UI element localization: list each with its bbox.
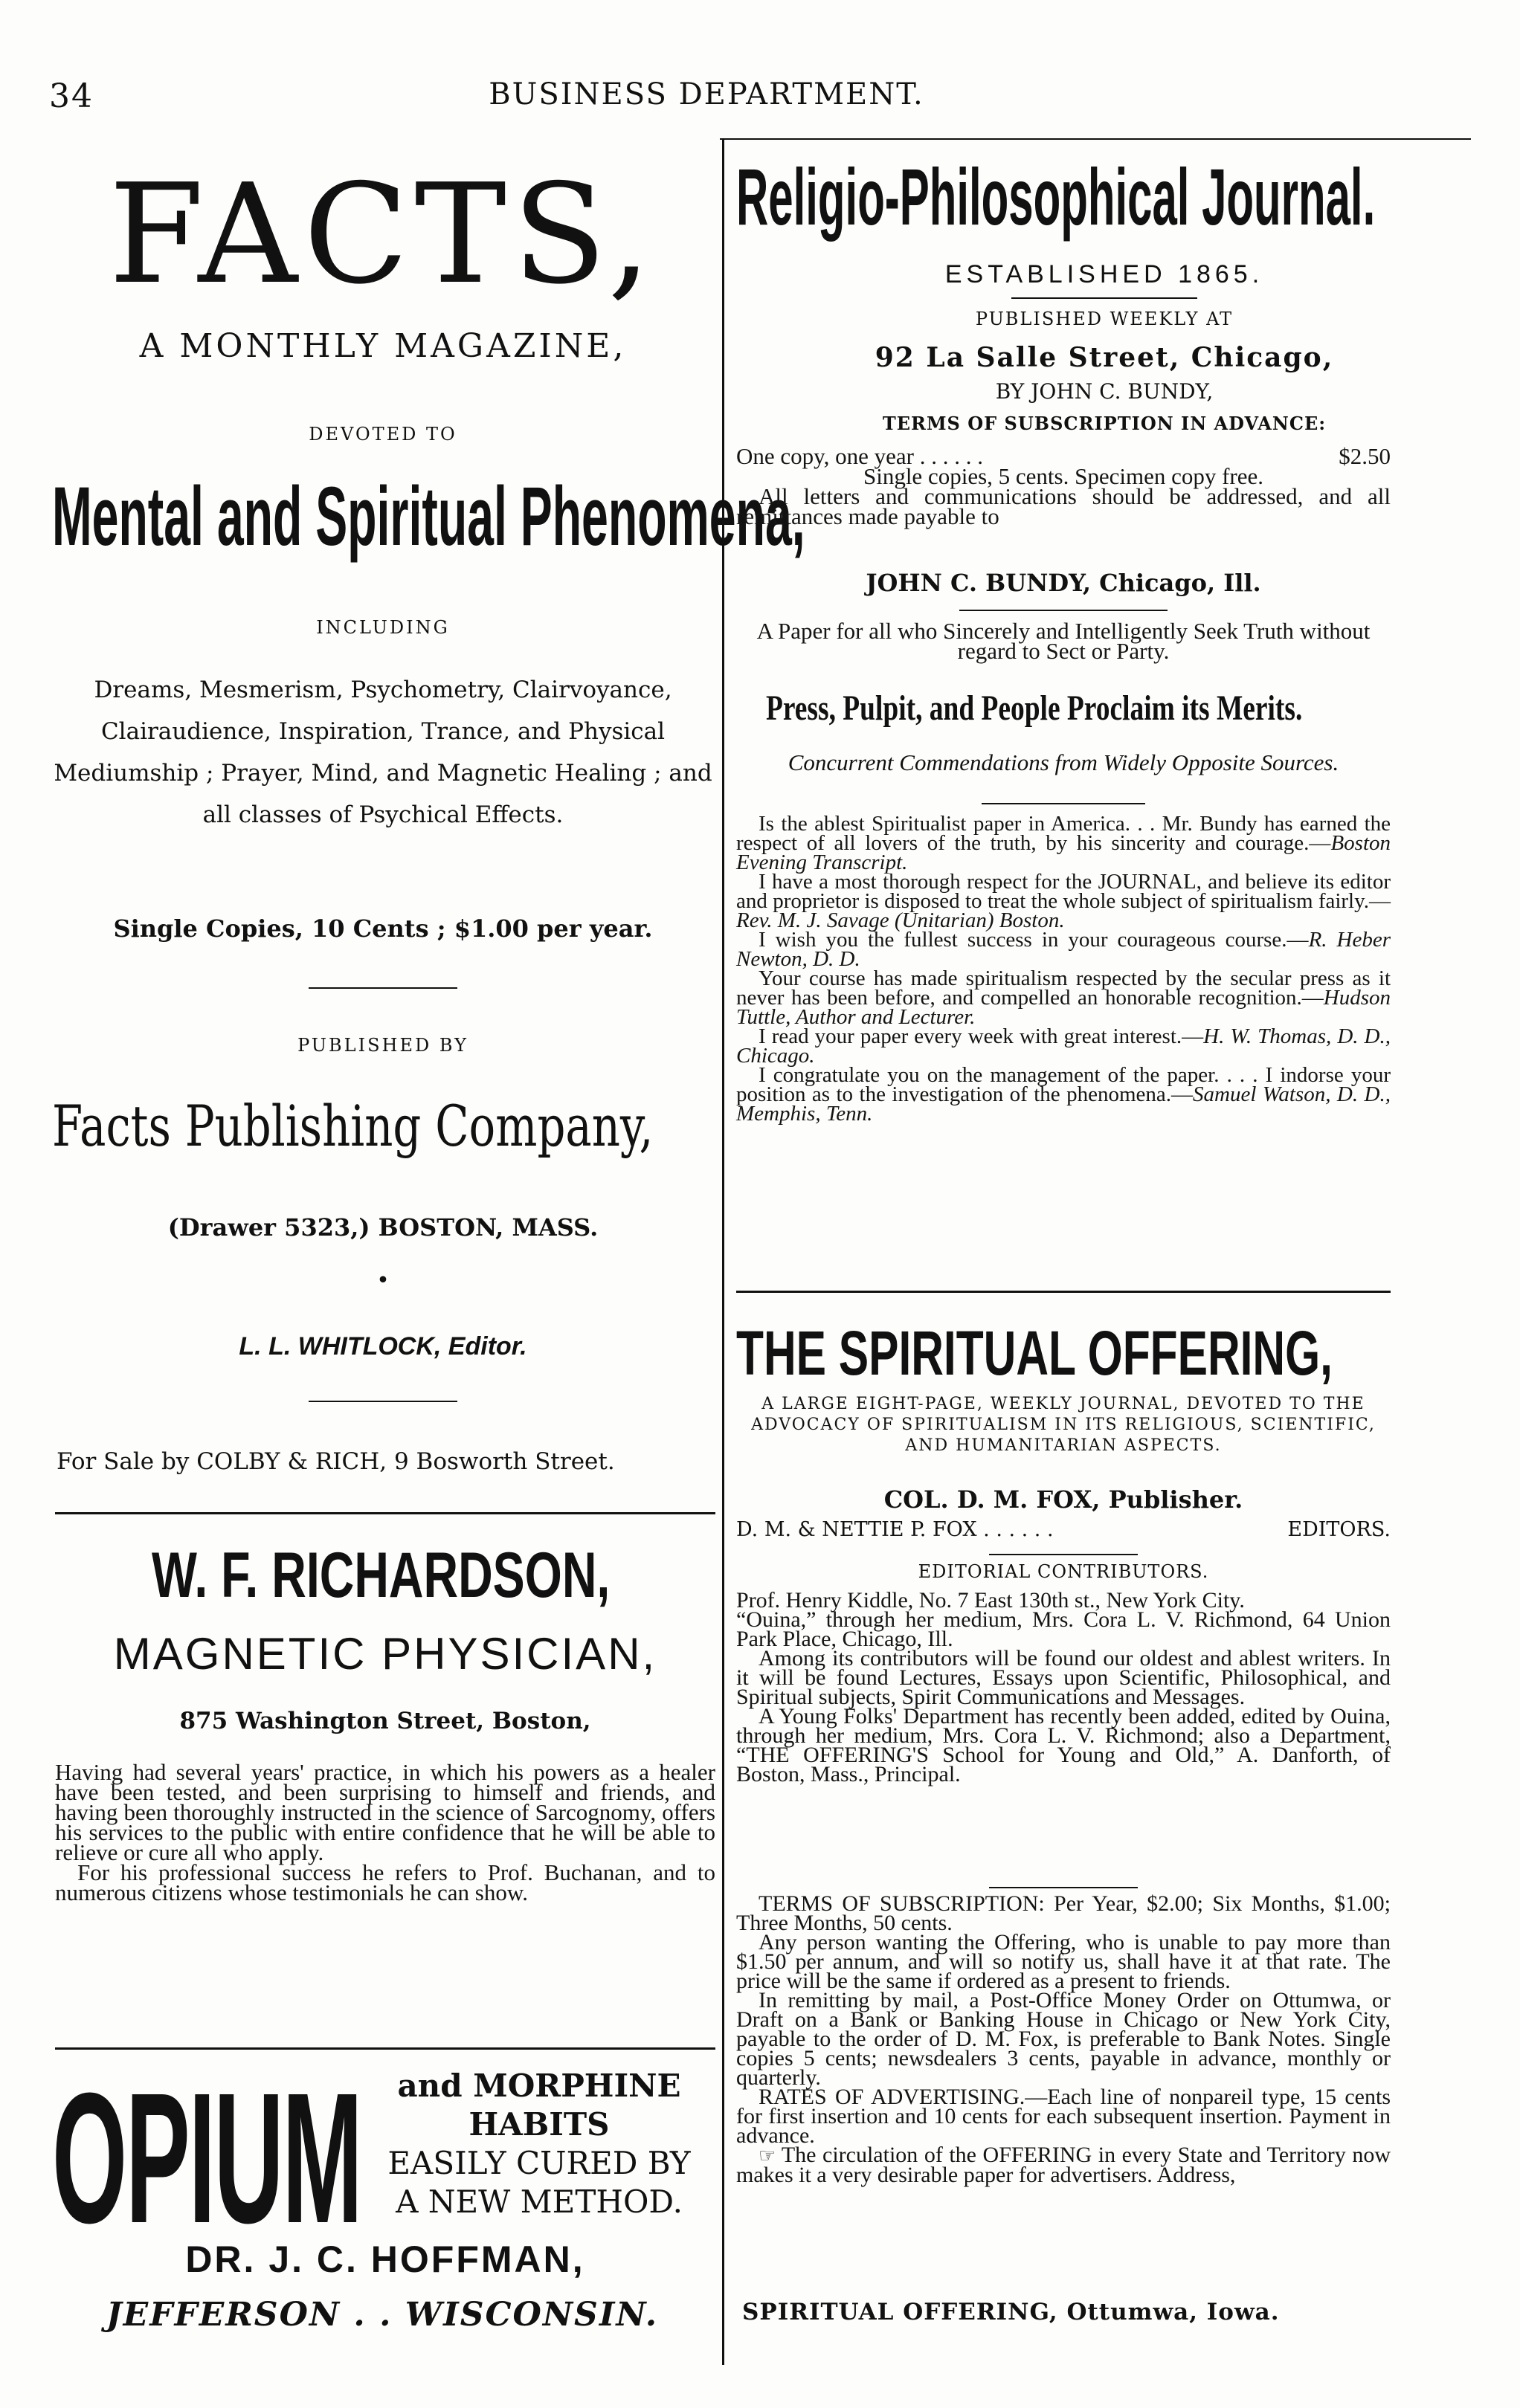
offering-publisher: COL. D. M. FOX, Publisher. [883,1485,1243,1514]
journal-terms [736,443,1391,529]
offering-circulation: The circulation of the OFFERING in every State and Territory now makes it a very desirable paper for advertisers. Address, [736,2143,1391,2187]
richardson-name: W. F. RICHARDSON, [152,1540,611,1611]
opium-line-3: EASILY CURED BY [387,2145,691,2181]
offering-contrib-4: A Young Folks' Department has recently been added, edited by Ouina, through her medium, Mrs. Cora L. V. Richmond; also a Department, “THE OFFERING'S School for Young and Old,” A. Danforth, of Boston, Mass., Principal. [736,1704,1391,1786]
facts-topic-wrap [52,468,805,580]
offering-terms-block [736,1891,1391,2187]
quote-1-source: Boston Evening Transcript. [736,831,1391,874]
journal-paper-for: A Paper for all who Sincerely and Intelligently Seek Truth without regard to Sect or Party. [756,618,1371,664]
facts-publisher-wrap [52,1093,714,1175]
opium-doctor: DR. J. C. HOFFMAN, [185,2238,585,2280]
journal-quote-4 [736,966,1391,1029]
offering-rates: RATES OF ADVERTISING.—Each line of nonpareil type, 15 cents for first insertion and 10 cents for each subsequent insertion. Payment in advance. [736,2085,1391,2148]
journal-title: Religio-Philosophical Journal. [736,152,1376,242]
quote-4-source: Hudson Tuttle, Author and Lecturer. [736,986,1391,1029]
journal-by: BY JOHN C. BUNDY, [995,379,1214,404]
quote-5-source: H. W. Thomas, D. D., Chicago. [736,1024,1391,1068]
facts-title: FACTS, [109,154,657,314]
offering-ad [736,1301,1391,2357]
facts-dot: • [376,1268,390,1294]
facts-topic: Mental and Spiritual Phenomena, [52,470,805,563]
opium-location: JEFFERSON . . WISCONSIN. [106,2296,659,2334]
offering-contributors-heading: EDITORIAL CONTRIBUTORS. [918,1561,1209,1582]
header-rule [720,138,1471,140]
journal-proclaim: Press, Pulpit, and People Proclaim its Merits. [766,688,1303,728]
quote-2-text: I have a most thorough respect for the JOURNAL, and believe its editor and proprietor is disposed to treat the whole subject of spiritualism fairly.— [736,870,1391,913]
quote-3-text: I wish you the fullest success in your courageous course.— [759,928,1309,952]
journal-ad [736,149,1472,1264]
offering-title-wrap [736,1316,1391,1390]
journal-rule-1 [1011,297,1197,299]
journal-terms-heading: TERMS OF SUBSCRIPTION IN ADVANCE: [882,413,1327,434]
richardson-ad [55,1524,715,2044]
offering-terms: TERMS OF SUBSCRIPTION: Per Year, $2.00; Six Months, $1.00; Three Months, 50 cents. [736,1891,1391,1935]
opium-line-1: and MORPHINE [397,2068,681,2104]
offering-editors-label: EDITORS. [1287,1518,1391,1541]
pointing-hand-icon: ☞ [759,2145,782,2166]
facts-subtitle: A MONTHLY MAGAZINE, [139,327,627,365]
page-title: BUSINESS DEPARTMENT. [489,77,924,112]
journal-rule-2 [959,610,1168,611]
richardson-para-2: For his professional success he refers to Prof. Buchanan, and to numerous citizens whose testimonials he can show. [55,1859,715,1905]
quote-6-text: I congratulate you on the management of the paper. . . . I indorse your position as to the investigation of the phenomena.— [736,1063,1391,1106]
journal-one-copy-price: $2.50 [1339,443,1391,469]
journal-rule-3 [982,803,1145,804]
facts-ad [52,149,805,1509]
offering-contrib-1: Prof. Henry Kiddle, No. 7 East 130th st., New York City. [736,1588,1245,1613]
facts-rule-2 [309,1401,457,1402]
opium-word-wrap [52,2054,367,2262]
opium-text [363,2067,715,2221]
offering-contrib-3: Among its contributors will be found our oldest and ablest writers. In it will be found Lectures, Essays upon Scientific, Philosophical, and Spiritual subjects, Spirit Communications and Messages. [736,1646,1391,1709]
journal-one-copy-label: One copy, one year . . . . . . [736,443,983,469]
journal-proclaim-wrap [736,688,1391,740]
richardson-address: 875 Washington Street, Boston, [179,1708,591,1734]
devoted-to: DEVOTED TO [309,424,457,445]
page-number: 34 [49,77,94,115]
facts-rule-1 [309,987,457,989]
journal-letters: All letters and communications should be addressed, and all remittances made payable to [736,483,1391,529]
journal-quote-5 [736,1024,1391,1068]
journal-quote-1 [736,814,1391,872]
richardson-body [55,1759,715,1905]
offering-rule-1 [989,1554,1138,1555]
journal-quote-2 [736,872,1391,930]
offering-editors-names: D. M. & NETTIE P. FOX . . . . . . [736,1518,1054,1541]
journal-quote-6 [736,1063,1391,1126]
journal-single-copies: Single copies, 5 cents. Specimen copy free. [863,463,1264,489]
journal-commendations: Concurrent Commendations from Widely Opposite Sources. [788,749,1339,775]
quote-3-source: R. Heber Newton, D. D. [736,928,1391,971]
offering-description: A LARGE EIGHT-PAGE, WEEKLY JOURNAL, DEVOTED TO THE ADVOCACY OF SPIRITUALISM IN ITS RELIGIOUS, SCIENTIFIC, AND HUMANITARIAN ASPECTS. [751,1395,1376,1455]
opium-ad [52,2054,715,2386]
opium-line-2: HABITS [468,2106,610,2143]
right-rule-1 [736,1291,1391,1293]
published-by-label: PUBLISHED BY [297,1035,468,1056]
offering-circulation-row [736,2143,1391,2187]
left-rule-2 [55,2047,715,2050]
quote-1-text: Is the ablest Spiritualist paper in America. . . Mr. Bundy has earned the respect of all lovers of the truth, by his sincerity and courage.— [736,812,1391,855]
offering-editors-row [736,1518,1391,1541]
journal-address: 92 La Salle Street, Chicago, [875,342,1334,373]
quote-5-text: I read your paper every week with great interest.— [759,1024,1204,1048]
journal-quotes [736,812,1391,1126]
opium-big-word: OPIUM [52,2054,361,2262]
quote-4-text: Your course has made spiritualism respected by the secular press as it never has been before, and compelled an honorable recognition.— [736,966,1391,1010]
journal-established: ESTABLISHED 1865. [944,260,1264,288]
offering-contrib-2: “Ouina,” through her medium, Mrs. Cora L. V. Richmond, 64 Union Park Place, Chicago, Ill. [736,1607,1391,1651]
richardson-title: MAGNETIC PHYSICIAN, [113,1629,657,1679]
facts-address: (Drawer 5323,) BOSTON, MASS. [167,1213,599,1242]
quote-2-source: Rev. M. J. Savage (Unitarian) Boston. [736,908,1065,932]
left-rule-1 [55,1512,715,1514]
offering-any-person: Any person wanting the Offering, who is unable to pay more than $1.50 per annum, and will so notify us, shall have it at that rate. The price will be the same if ordered as a present to friends. [736,1930,1391,1993]
offering-address: SPIRITUAL OFFERING, Ottumwa, Iowa. [742,2299,1280,2325]
including-label: INCLUDING [316,617,450,638]
facts-for-sale: For Sale by COLBY & RICH, 9 Bosworth Street. [57,1448,615,1475]
facts-publisher: Facts Publishing Company, [52,1093,654,1159]
facts-price: Single Copies, 10 Cents ; $1.00 per year. [113,914,653,943]
page-header [0,0,1520,134]
facts-topics-list: Dreams, Mesmerism, Psychometry, Clairvoyance, Clairaudience, Inspiration, Trance, and Physical Mediumship ; Prayer, Mind, and Magnetic Healing ; and all classes of Psychical Effects. [54,677,712,828]
journal-payee: JOHN C. BUNDY, Chicago, Ill. [866,569,1261,597]
richardson-para-1: Having had several years' practice, in which his powers as a healer have been tested, and been surprising to himself and friends, and having been thoroughly instructed in the science of Sarcognomy, offers his services to the public with entire confidence that he will be able to relieve or cure all who apply. [55,1759,715,1865]
quote-6-source: Samuel Watson, D. D., Memphis, Tenn. [736,1082,1391,1126]
richardson-name-wrap [55,1539,715,1613]
facts-editor: L. L. WHITLOCK, Editor. [239,1332,527,1360]
journal-quote-3 [736,930,1391,969]
offering-body [736,1588,1391,1786]
journal-published-weekly: PUBLISHED WEEKLY AT [975,309,1234,329]
offering-remitting: In remitting by mail, a Post-Office Money Order on Ottumwa, or Draft on a Bank or Banking House in Chicago or New York City, payable to the order of D. M. Fox, is preferable to Bank Notes. Single copies 5 cents; newsdealers 3 cents, payable in advance, monthly or quarterly. [736,1988,1391,2090]
opium-line-4: A NEW METHOD. [396,2183,683,2220]
offering-rule-2 [989,1887,1138,1888]
journal-title-wrap [736,149,1472,260]
offering-title: THE SPIRITUAL OFFERING, [736,1318,1333,1388]
